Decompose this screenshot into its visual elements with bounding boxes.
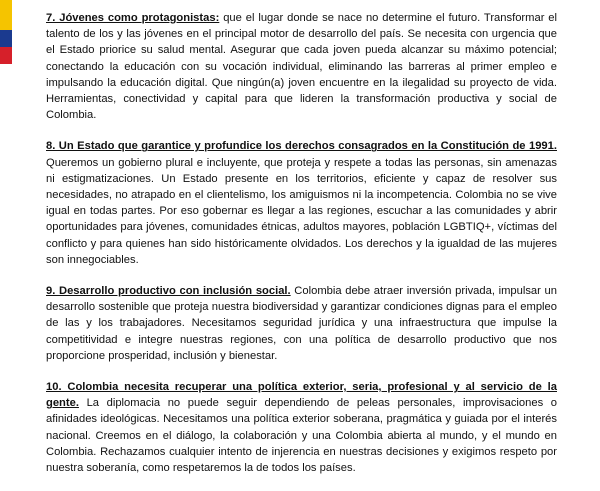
section-9-paragraph [46, 283, 557, 364]
section-9-body: Colombia debe atraer inversión privada, impulsar un desarrollo sostenible que proteja nuestra biodiversidad y garantizar condiciones dignas para el empleo de las y los trabajadores. Necesitamos seguridad jurídica y una infraestructura que impulse la competitividad e integre nuestras regiones, con una política de desarrollo productivo que nos proporcione prosperidad, inclusión y bienestar. [46, 285, 557, 362]
section-8-body: Queremos un gobierno plural e incluyente, que proteja y respete a todas las personas, sin amenazas ni estigmatizaciones. Un Estado presente en los territorios, eficiente y capaz de resolver sus necesidades, no atrapado en el clientelismo, los amiguismos ni la incompetencia. Colombia no se vive igual en todas partes. Por eso gobernar es llegar a las regiones, escuchar a las comunidades y abrir oportunidades para jóvenes, comunidades étnicas, adultos mayores, población LGBTIQ+, víctimas del conflicto y para quienes han sido históricamente olvidados. Los derechos y la igualdad de las mujeres son innegociables. [46, 156, 557, 266]
section-7-body: que el lugar donde se nace no determine el futuro. Transformar el talento de los y las jóvenes en el principal motor de desarrollo del país. Se necesita con urgencia que el Estado priorice su salud mental. Asegurar que cada joven pueda alcanzar su máximo potencial; conectando la educación con su vocación individual, eliminando las barreras al primer empleo e impulsando la educación digital. Que ningún(a) joven encuentre en la ilegalidad su proyecto de vida. Herramientas, conectividad y capital para que lideren la transformación productiva y social de Colombia. [46, 12, 558, 122]
section-7-heading: 7. Jóvenes como protagonistas: [46, 12, 220, 24]
flag-yellow-band [0, 0, 12, 30]
document-page [46, 10, 557, 491]
flag-red-band [0, 47, 12, 64]
section-8-paragraph [46, 138, 557, 268]
section-10-body: La diplomacia no puede seguir dependiendo de peleas personales, improvisaciones o afinidades ideológicas. Necesitamos una política exterior soberana, pragmática y guiada por el interés nacional. Creemos en el diálogo, la colaboración y una Colombia abierta al mundo, y el mundo en Colombia. Rechazamos cualquier intento de injerencia en nuestras decisiones y exigimos respeto por nuestra soberanía, como respetaremos la de todos los países. [46, 397, 557, 475]
section-7-paragraph [46, 10, 557, 123]
flag-blue-band [0, 30, 12, 47]
section-9-heading: 9. Desarrollo productivo con inclusión social. [46, 285, 291, 298]
section-10-heading: 10. Colombia necesita recuperar una política exterior, seria, profesional y al servicio de la gente. [46, 381, 557, 410]
section-8-heading: 8. Un Estado que garantice y profundice los derechos consagrados en la Constitución de 1991. [46, 140, 557, 153]
colombia-flag-stripe [0, 0, 12, 64]
section-10-paragraph [46, 379, 557, 476]
